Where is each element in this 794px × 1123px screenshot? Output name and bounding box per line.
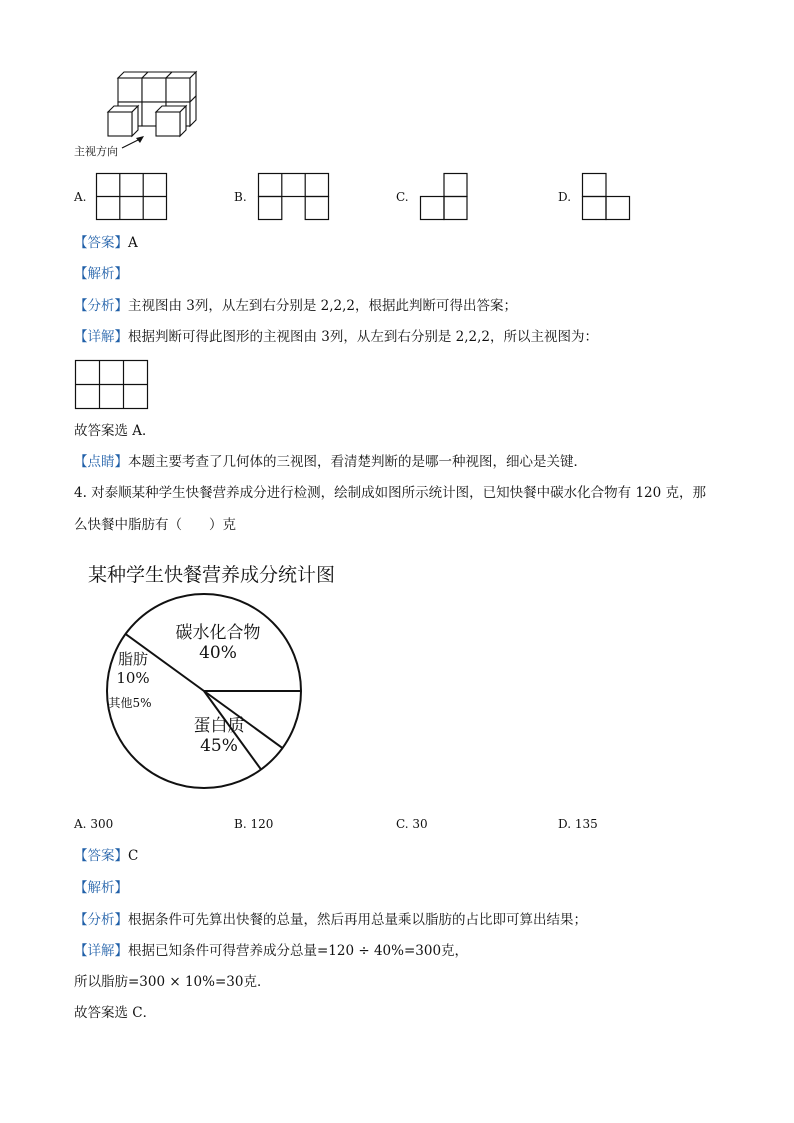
q3-analysis-tag: 【解析】 (74, 266, 128, 282)
direction-arrow (120, 132, 150, 152)
fenxi-text: 主视图由 3列，从左到右分别是 2,2,2，根据此判断可得出答案； (128, 298, 518, 314)
dianjing-text: 本题主要考查了几何体的三视图，看清楚判断的是哪一种视图，细心是关键． (128, 454, 587, 470)
fenxi-tag: 【分析】 (74, 298, 128, 314)
q4-answer-line (74, 847, 138, 865)
q3-option-d-letter: D. (558, 190, 572, 204)
front-view-figure (75, 360, 149, 410)
q4-option-b-value: 120 (250, 817, 274, 831)
q3-answer-line (74, 234, 138, 252)
q4-option-c-value: 30 (412, 817, 428, 831)
q4-option-c-letter: C. (396, 817, 409, 831)
pie-chart (100, 590, 310, 795)
q3-option-a-figure (96, 173, 168, 221)
pie-label-1: 蛋白质 (193, 716, 245, 736)
q4-stem-line2: 么快餐中脂肪有（ ）克 (74, 517, 236, 533)
dianjing-tag: 【点睛】 (74, 454, 128, 470)
pie-label-0: 碳水化合物 (175, 623, 261, 643)
pie-value-label-1: 45% (200, 736, 238, 756)
cube-stack-figure (100, 68, 210, 138)
answer-tag: 【答案】 (74, 848, 128, 864)
q4-option-b (234, 817, 273, 831)
xiangjie-tag: 【详解】 (74, 329, 128, 345)
q4-option-d (558, 817, 598, 831)
q4-option-a-value: 300 (90, 817, 114, 831)
q3-option-b-figure (258, 173, 330, 221)
q3-conclusion: 故答案选 A． (74, 423, 156, 439)
xiangjie-text: 根据判断可得此图形的主视图由 3列，从左到右分别是 2,2,2，所以主视图为： (128, 329, 599, 345)
q3-dianjing-line (74, 453, 587, 471)
pie-label-3: 脂肪 (117, 650, 149, 668)
q3-xiangjie-line (74, 328, 598, 346)
fenxi-tag: 【分析】 (74, 912, 128, 928)
q4-conclusion: 故答案选 C． (74, 1005, 157, 1021)
q4-fenxi-line (74, 911, 587, 929)
q4-option-a (74, 817, 113, 831)
q4-analysis-tag: 【解析】 (74, 880, 128, 896)
xiangjie-tag: 【详解】 (74, 943, 128, 959)
q4-option-d-letter: D. (558, 817, 572, 831)
q3-option-a-letter: A. (74, 190, 87, 204)
q4-option-d-value: 135 (574, 817, 598, 831)
direction-label: 主视方向 (74, 145, 118, 158)
q3-option-b-letter: B. (234, 190, 247, 204)
q3-fenxi-line (74, 297, 517, 315)
pie-value-label-0: 40% (199, 643, 237, 663)
pie-label-2: 其他5% (108, 696, 152, 710)
q4-stem-line1: 4. 对泰顺某种学生快餐营养成分进行检测，绘制成如图所示统计图，已知快餐中碳水化合物有 120 克，那 (74, 485, 707, 501)
pie-value-label-3: 10% (116, 669, 150, 687)
q3-option-d-figure (582, 173, 632, 221)
q3-option-c-figure (420, 173, 470, 221)
chart-title: 某种学生快餐营养成分统计图 (88, 564, 336, 586)
answer-tag: 【答案】 (74, 235, 128, 251)
q4-option-c (396, 817, 428, 831)
q4-xiangjie-line (74, 942, 468, 960)
q3-option-c-letter: C. (396, 190, 409, 204)
answer-value: C (128, 848, 139, 864)
xiangjie-text: 根据已知条件可得营养成分总量=120 ÷ 40%=300克， (128, 943, 469, 959)
q4-option-b-letter: B. (234, 817, 247, 831)
q4-step2: 所以脂肪=300 × 10%=30克． (74, 974, 271, 990)
fenxi-text: 根据条件可先算出快餐的总量，然后再用总量乘以脂肪的占比即可算出结果； (128, 912, 587, 928)
q4-option-a-letter: A. (74, 817, 87, 831)
answer-value: A (128, 235, 138, 251)
